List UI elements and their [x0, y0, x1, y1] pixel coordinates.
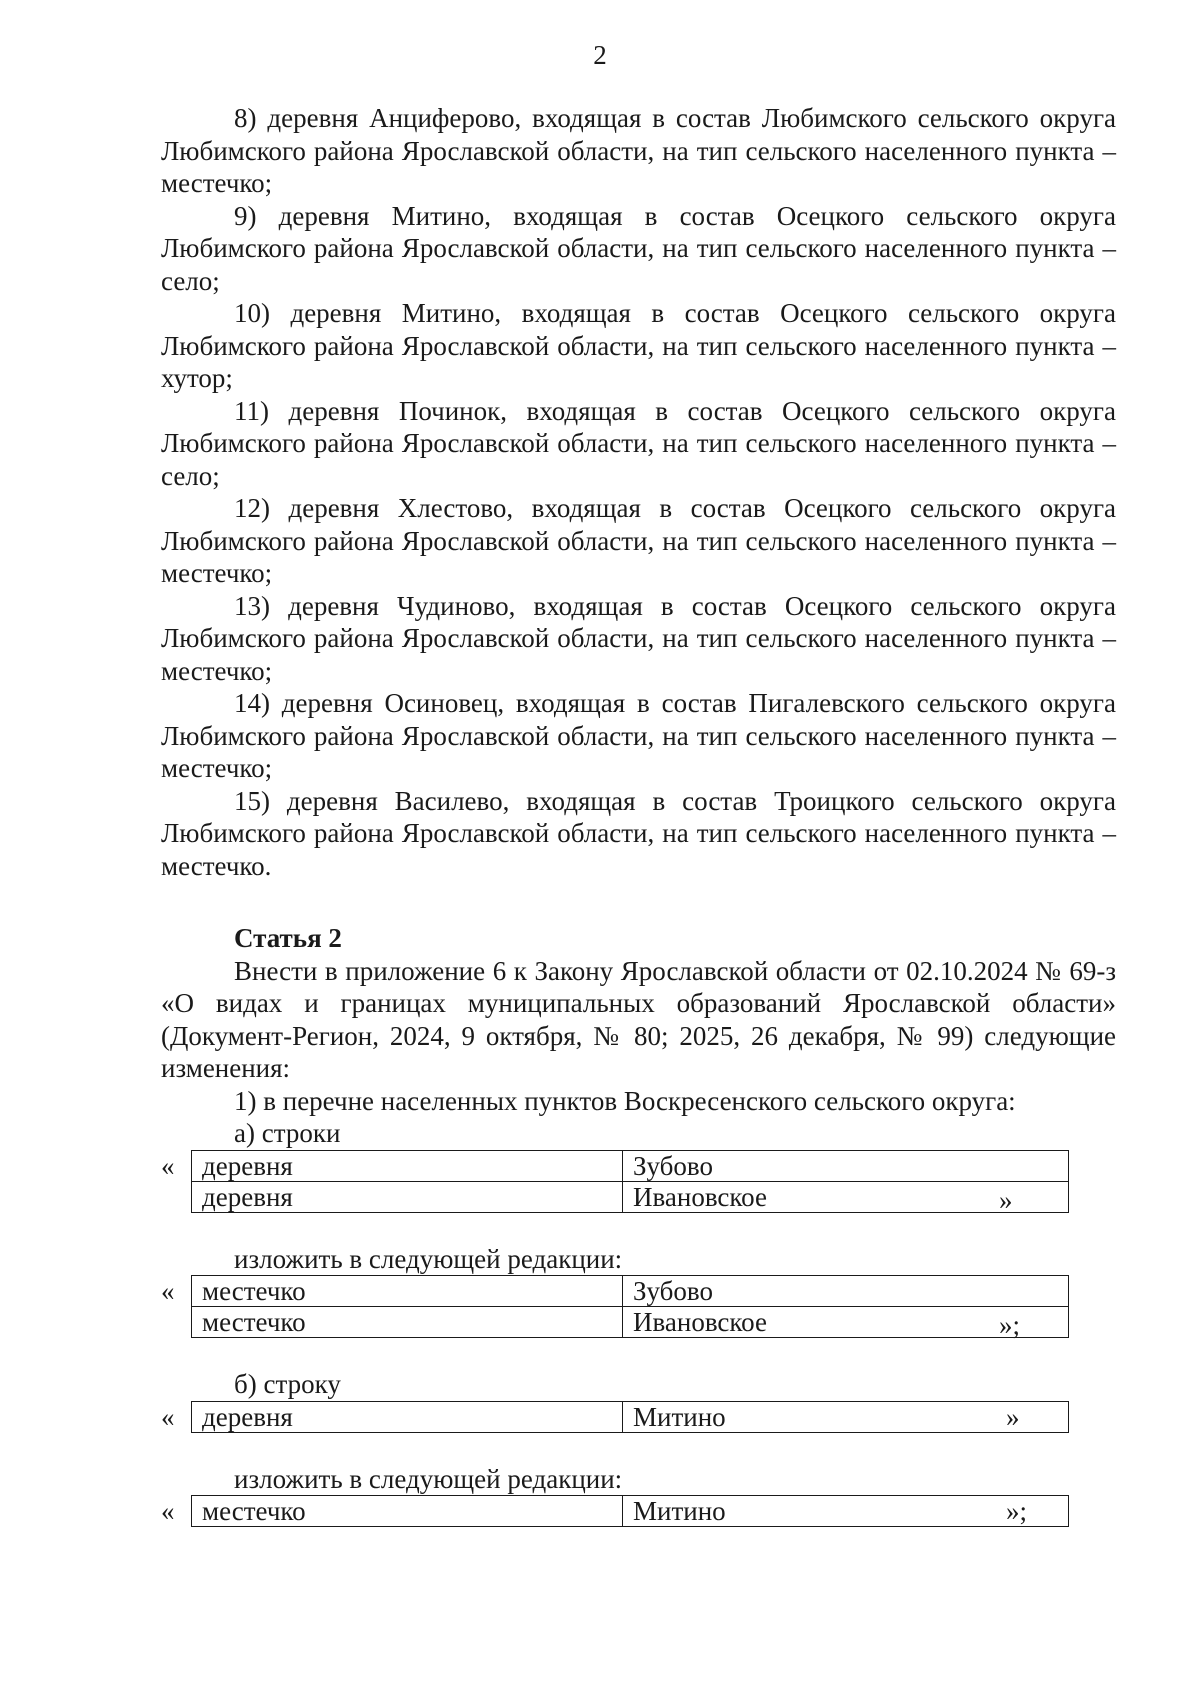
cell-type: деревня — [192, 1401, 623, 1432]
cell-name: Ивановское — [623, 1181, 1069, 1212]
table-a-old-block — [161, 1150, 1116, 1213]
cell-type: местечко — [192, 1496, 623, 1527]
cell-type: деревня — [192, 1150, 623, 1181]
cell-type: деревня — [192, 1181, 623, 1212]
cell-name: Митино — [623, 1401, 1069, 1432]
table-b-old-block — [161, 1401, 1116, 1433]
table-row — [192, 1401, 1069, 1432]
table-a-old — [191, 1150, 1069, 1213]
quote-close: »; — [1006, 1496, 1028, 1526]
cell-name: Митино — [623, 1496, 1069, 1527]
table-row — [192, 1150, 1069, 1181]
list-item: 10) деревня Митино, входящая в состав Осецкого сельского округа Любимского района Ярославской области, на тип сельского населенного пункта – хутор; — [161, 298, 1116, 393]
restate-a: изложить в следующей редакции: — [234, 1243, 623, 1274]
page-number: 2 — [593, 40, 607, 70]
subpoint-b: б) строку — [234, 1369, 341, 1399]
table-row — [192, 1276, 1069, 1307]
cell-name: Ивановское — [623, 1307, 1069, 1338]
quote-open: « — [161, 1401, 175, 1432]
list-item: 8) деревня Анциферово, входящая в состав Любимского сельского округа Любимского района Ярославской области, на тип сельского населенного пункта – местечко; — [161, 103, 1116, 198]
table-b-old — [191, 1401, 1069, 1433]
list-item: 12) деревня Хлестово, входящая в состав Осецкого сельского округа Любимского района Ярославской области, на тип сельского населенного пункта – местечко; — [161, 493, 1116, 588]
quote-open: « — [161, 1496, 175, 1526]
table-row — [192, 1307, 1069, 1338]
quote-open: « — [161, 1150, 175, 1181]
subpoint-a: а) строки — [234, 1118, 341, 1148]
list-item: 15) деревня Василево, входящая в состав Троицкого сельского округа Любимского района Ярославской области, на тип сельского населенного пункта – местечко. — [161, 785, 1116, 881]
quote-close: »; — [999, 1310, 1021, 1340]
quote-close: » — [999, 1184, 1013, 1215]
table-b-new — [191, 1495, 1069, 1527]
document-body — [161, 102, 1116, 1527]
list-item: 13) деревня Чудиново, входящая в состав Осецкого сельского округа Любимского района Ярославской области, на тип сельского населенного пункта – местечко; — [161, 590, 1116, 686]
table-a-new-block — [161, 1275, 1116, 1338]
restate-b: изложить в следующей редакции: — [234, 1463, 623, 1494]
article-heading: Статья 2 — [234, 923, 342, 953]
table-row — [192, 1496, 1069, 1527]
cell-name: Зубово — [623, 1276, 1069, 1307]
quote-close: » — [1006, 1401, 1020, 1432]
table-a-new — [191, 1275, 1069, 1338]
table-row — [192, 1181, 1069, 1212]
list-item: 9) деревня Митино, входящая в состав Осецкого сельского округа Любимского района Ярославской области, на тип сельского населенного пункта – село; — [161, 200, 1116, 296]
cell-type: местечко — [192, 1276, 623, 1307]
article-intro: Внести в приложение 6 к Закону Ярославской области от 02.10.2024 № 69-з «О видах и границах муниципальных образований Ярославской области» (Документ-Регион, 2024, 9 октября, № 80; 2025, 26 декабря, № 99) следующие изменения: — [161, 955, 1116, 1083]
point-1: 1) в перечне населенных пунктов Воскресенского сельского округа: — [234, 1085, 1016, 1116]
quote-open: « — [161, 1276, 175, 1306]
cell-type: местечко — [192, 1307, 623, 1338]
table-b-new-block — [161, 1495, 1116, 1527]
cell-name: Зубово — [623, 1150, 1069, 1181]
list-item: 11) деревня Починок, входящая в состав Осецкого сельского округа Любимского района Ярославской области, на тип сельского населенного пункта – село; — [161, 395, 1116, 491]
list-item: 14) деревня Осиновец, входящая в состав Пигалевского сельского округа Любимского района Ярославской области, на тип сельского населенного пункта – местечко; — [161, 688, 1116, 783]
